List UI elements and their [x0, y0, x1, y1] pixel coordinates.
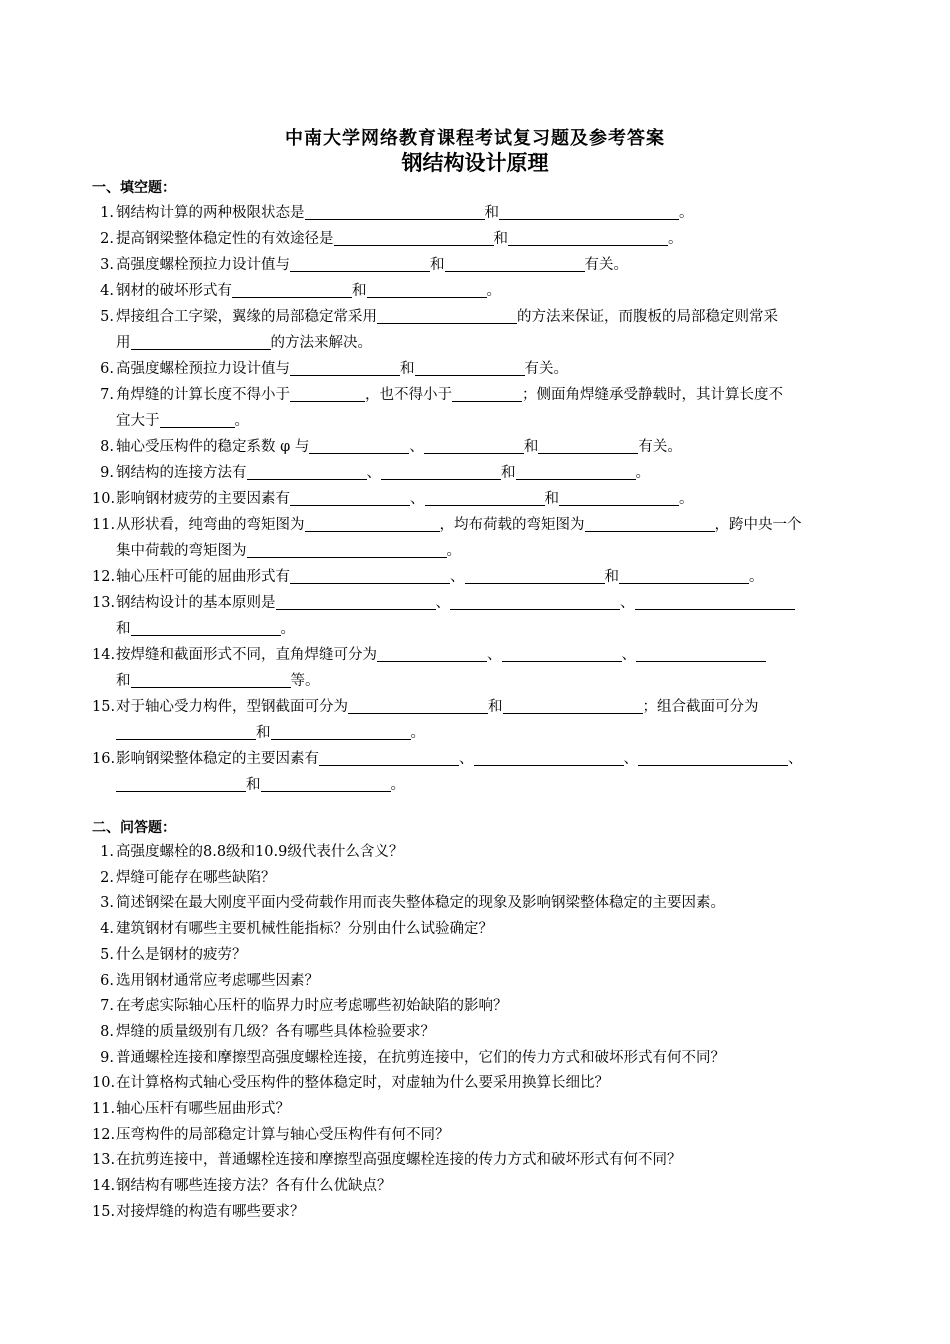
- answer-blank[interactable]: [261, 775, 391, 792]
- answer-blank[interactable]: [425, 489, 545, 506]
- answer-blank[interactable]: [585, 515, 715, 532]
- section-heading-qa: 二、问答题：: [92, 820, 176, 836]
- question-item: 2. 焊缝可能存在哪些缺陷？: [100, 869, 276, 886]
- answer-blank[interactable]: [619, 567, 749, 584]
- question-item: 9. 普通螺栓连接和摩擦型高强度螺栓连接，在抗剪连接中，它们的传力方式和破坏形式有何不同？: [100, 1049, 725, 1066]
- answer-blank[interactable]: [636, 645, 766, 662]
- answer-blank[interactable]: [474, 749, 624, 766]
- answer-blank[interactable]: [131, 619, 281, 636]
- question-item: 5. 焊接组合工字梁，翼缘的局部稳定常采用 的方法来保证，而腹板的局部稳定则常采 用 的方法来解决。: [100, 309, 778, 351]
- question-item: 11. 从形状看，纯弯曲的弯矩图为 ，均布荷载的弯矩图为 ，跨中央一个 集中荷载的弯矩图为 。: [92, 517, 802, 559]
- answer-blank[interactable]: [160, 411, 235, 428]
- answer-blank[interactable]: [271, 723, 411, 740]
- question-item: 2. 提高钢梁整体稳定性的有效途径是 和 。: [100, 231, 683, 247]
- answer-blank[interactable]: [247, 463, 367, 480]
- question-item: 15. 对接焊缝的构造有哪些要求？: [92, 1203, 305, 1220]
- answer-blank[interactable]: [290, 567, 450, 584]
- answer-blank[interactable]: [559, 489, 679, 506]
- answer-blank[interactable]: [516, 463, 636, 480]
- question-item: 7. 在考虑实际轴心压杆的临界力时应考虑哪些初始缺陷的影响？: [100, 998, 508, 1015]
- answer-blank[interactable]: [465, 567, 605, 584]
- question-item: 14. 按焊缝和截面形式不同，直角焊缝可分为 、 、 和 等。: [92, 642, 867, 694]
- answer-blank[interactable]: [309, 437, 409, 454]
- question-item: 6. 高强度螺栓预拉力设计值与 和 有关。: [100, 361, 568, 377]
- question-item: 12. 轴心压杆可能的屈曲形式有 、 和 。: [92, 569, 764, 585]
- answer-blank[interactable]: [305, 515, 440, 532]
- question-item: 6. 选用钢材通常应考虑哪些因素？: [100, 972, 319, 989]
- answer-blank[interactable]: [116, 723, 256, 740]
- document-title: 中南大学网络教育课程考试复习题及参考答案: [285, 128, 665, 149]
- answer-blank[interactable]: [381, 463, 501, 480]
- fill-blank-list: [92, 200, 867, 798]
- answer-blank[interactable]: [232, 281, 352, 298]
- answer-blank[interactable]: [290, 255, 430, 272]
- answer-blank[interactable]: [116, 775, 246, 792]
- answer-blank[interactable]: [348, 697, 488, 714]
- question-item: 10. 在计算格构式轴心受压构件的整体稳定时，对虚轴为什么要采用换算长细比？: [92, 1075, 609, 1092]
- qa-list: [92, 840, 867, 1226]
- answer-blank[interactable]: [247, 541, 447, 558]
- answer-blank[interactable]: [276, 593, 436, 610]
- question-item: 4. 建筑钢材有哪些主要机械性能指标？分别由什么试验确定？: [100, 921, 493, 938]
- answer-blank[interactable]: [424, 437, 524, 454]
- question-item: 7. 角焊缝的计算长度不得小于 ，也不得小于 ；侧面角焊缝承受静载时，其计算长度不 宜大于 。: [100, 387, 783, 429]
- answer-blank[interactable]: [377, 645, 487, 662]
- question-item: 1. 钢结构计算的两种极限状态是 和 。: [100, 205, 694, 221]
- course-title: 钢结构设计原理: [401, 150, 549, 175]
- question-item: 3. 简述钢梁在最大刚度平面内受荷载作用而丧失整体稳定的现象及影响钢梁整体稳定的主要因素。: [100, 895, 725, 912]
- answer-blank[interactable]: [319, 749, 459, 766]
- question-item: 13. 在抗剪连接中，普通螺栓连接和摩擦型高强度螺栓连接的传力方式和破坏形式有何不同？: [92, 1152, 682, 1169]
- question-item: 5. 什么是钢材的疲劳？: [100, 946, 247, 963]
- answer-blank[interactable]: [503, 697, 643, 714]
- answer-blank[interactable]: [445, 255, 585, 272]
- answer-blank[interactable]: [367, 281, 487, 298]
- question-item: 11. 轴心压杆有哪些屈曲形式？: [92, 1101, 290, 1118]
- answer-blank[interactable]: [305, 203, 485, 220]
- question-item: 3. 高强度螺栓预拉力设计值与 和 有关。: [100, 257, 628, 273]
- answer-blank[interactable]: [290, 489, 410, 506]
- question-item: 9. 钢结构的连接方法有 、 和 。: [100, 465, 650, 481]
- question-item: 15. 对于轴心受力构件，型钢截面可分为 和 ；组合截面可分为 和 。: [92, 699, 759, 741]
- question-item: 10. 影响钢材疲劳的主要因素有 、 和 。: [92, 491, 694, 507]
- answer-blank[interactable]: [499, 203, 679, 220]
- section-heading-fill-blank: 一、填空题：: [92, 180, 176, 196]
- answer-blank[interactable]: [377, 307, 517, 324]
- answer-blank[interactable]: [290, 385, 365, 402]
- question-item: 12. 压弯构件的局部稳定计算与轴心受压构件有何不同？: [92, 1126, 450, 1143]
- answer-blank[interactable]: [635, 593, 795, 610]
- answer-blank[interactable]: [131, 333, 271, 350]
- answer-blank[interactable]: [131, 671, 291, 688]
- answer-blank[interactable]: [334, 229, 494, 246]
- question-item: 8. 轴心受压构件的稳定系数 φ 与 、 和 有关。: [100, 439, 682, 455]
- question-item: 4. 钢材的破坏形式有 和 。: [100, 283, 501, 299]
- answer-blank[interactable]: [508, 229, 668, 246]
- question-item: 8. 焊缝的质量级别有几级？各有哪些具体检验要求？: [100, 1023, 435, 1040]
- answer-blank[interactable]: [502, 645, 622, 662]
- answer-blank[interactable]: [290, 359, 400, 376]
- question-item: 14. 钢结构有哪些连接方法？各有什么优缺点？: [92, 1178, 392, 1195]
- answer-blank[interactable]: [415, 359, 525, 376]
- answer-blank[interactable]: [638, 749, 788, 766]
- answer-blank[interactable]: [452, 385, 522, 402]
- question-item: 1. 高强度螺栓的8.8级和10.9级代表什么含义？: [100, 844, 404, 860]
- question-item: 16. 影响钢梁整体稳定的主要因素有 、 、 、 和 。: [92, 751, 803, 793]
- answer-blank[interactable]: [450, 593, 620, 610]
- answer-blank[interactable]: [538, 437, 638, 454]
- question-item: 13. 钢结构设计的基本原则是 、 、 和 。: [92, 590, 867, 642]
